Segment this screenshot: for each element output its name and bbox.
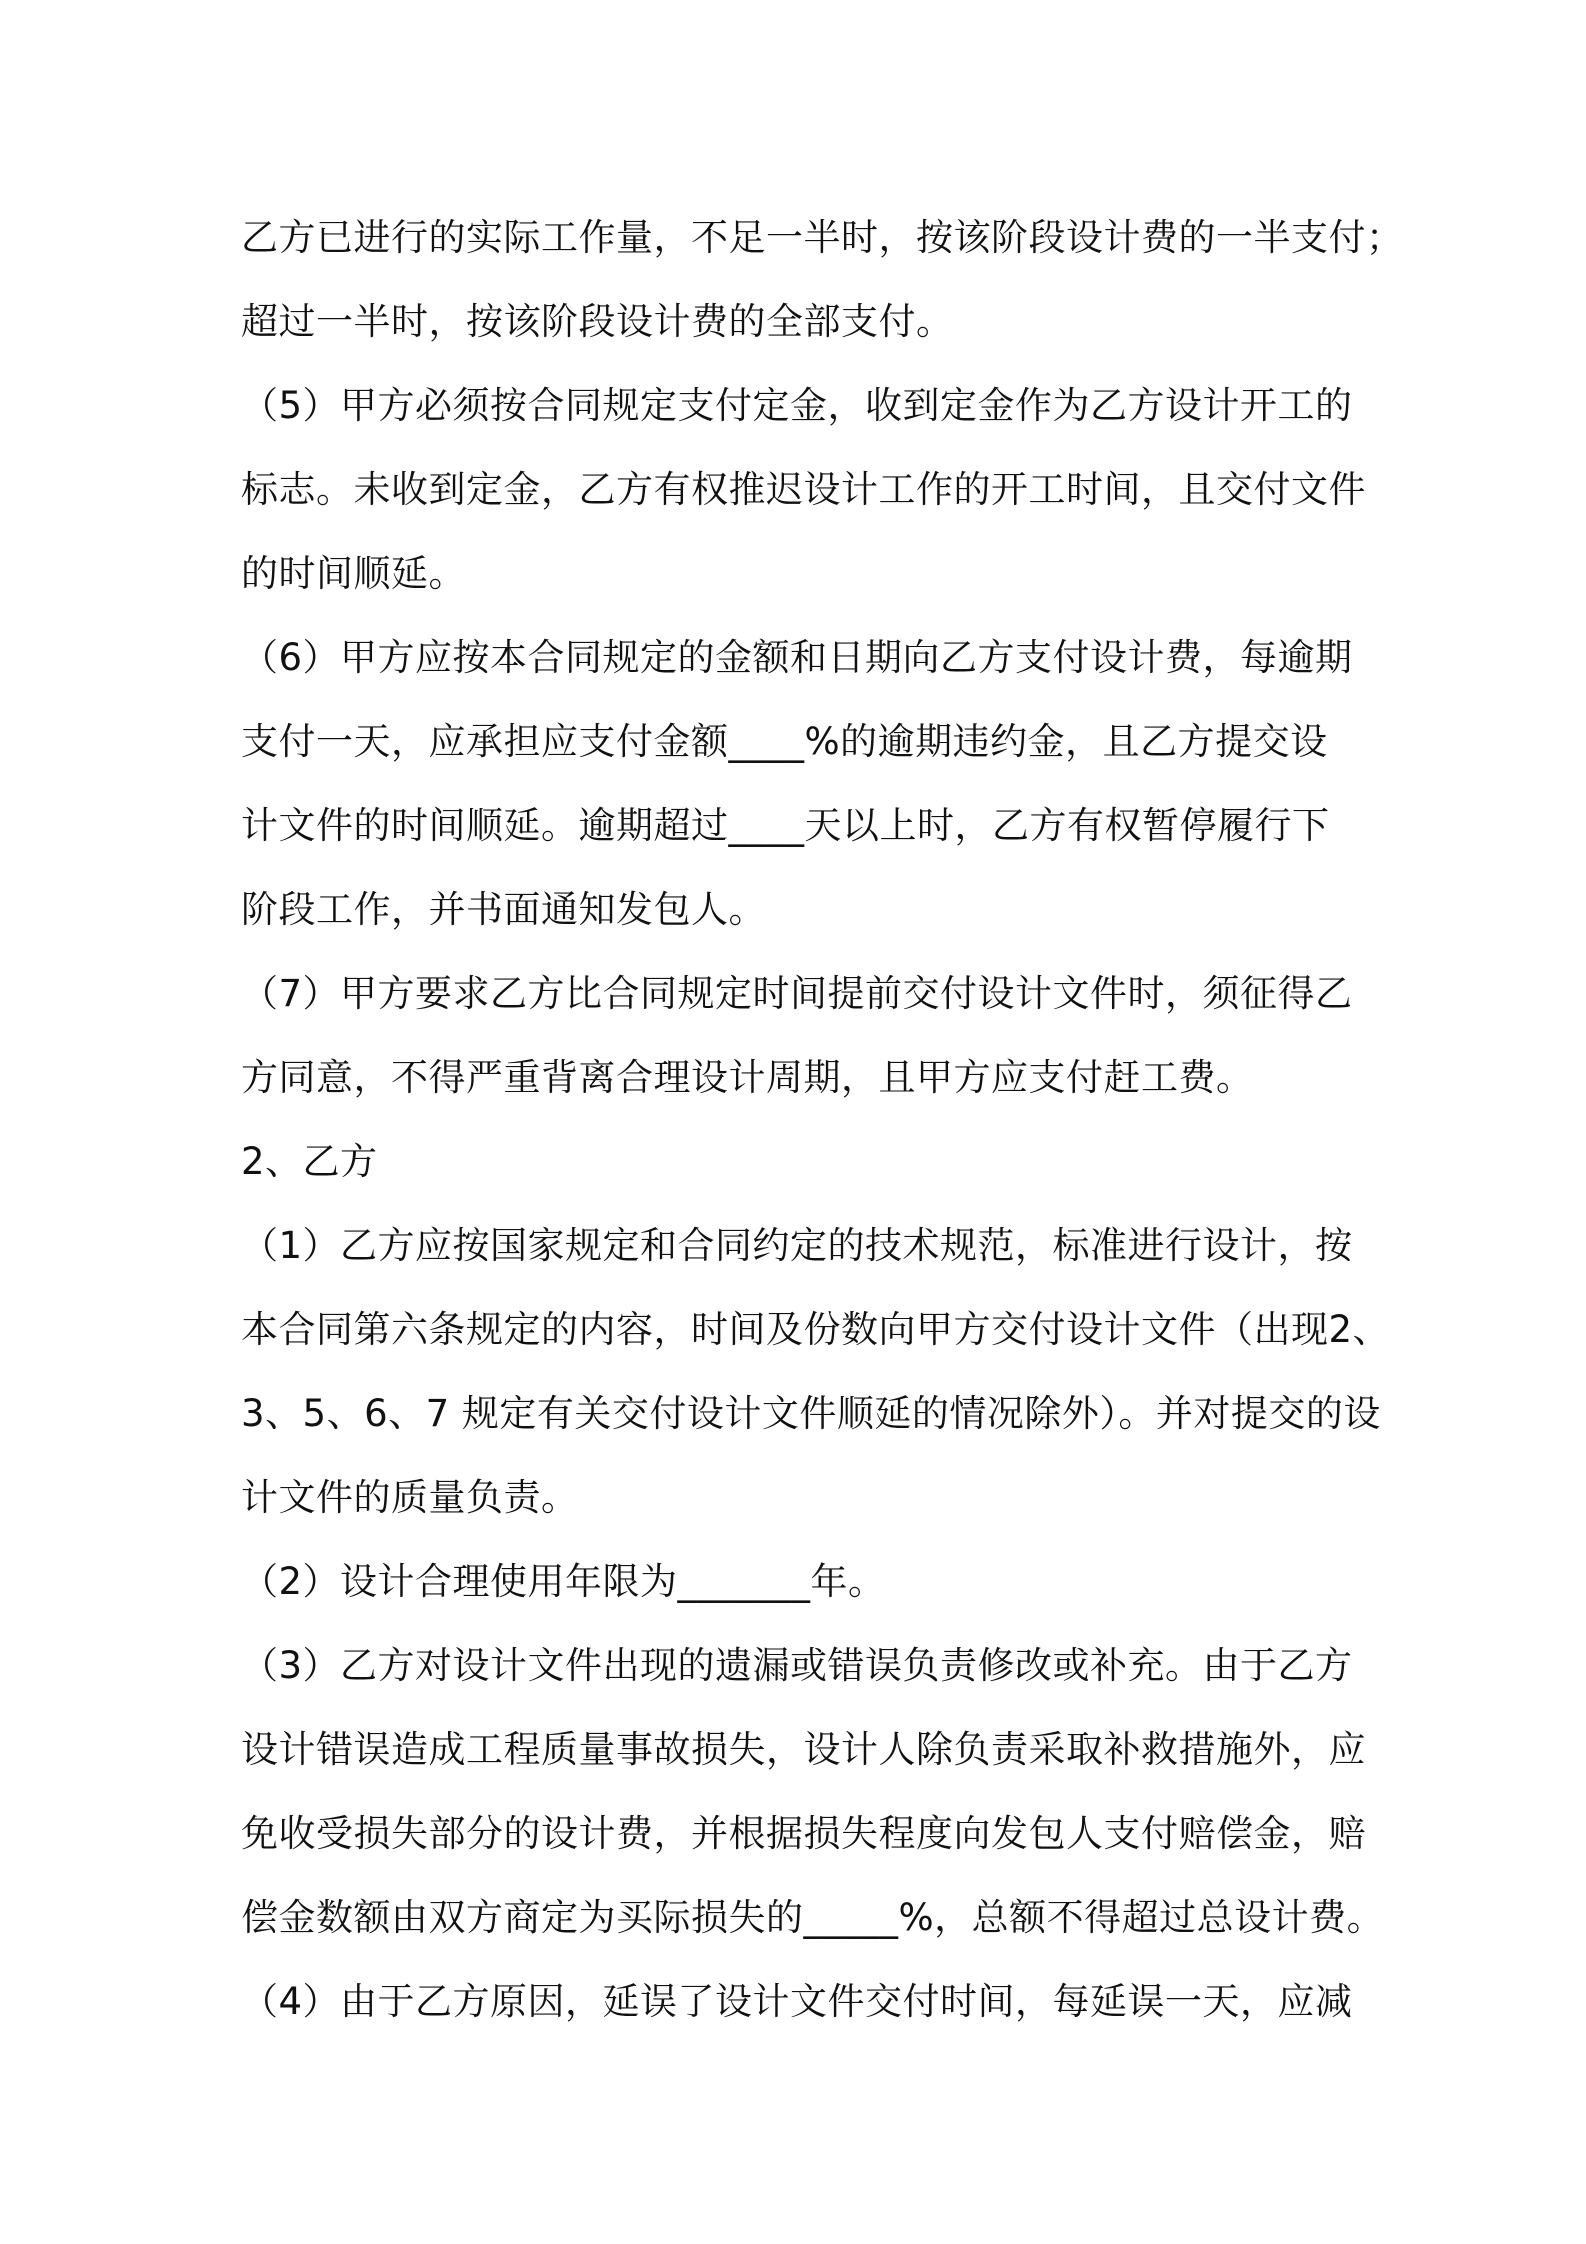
clause-a5-line: （5）甲方必须按合同规定支付定金，收到定金作为乙方设计开工的 (241, 384, 1353, 427)
text-line: 本合同第六条规定的内容，时间及份数向甲方交付设计文件（出现2、 (241, 1308, 1391, 1351)
text-line: 阶段工作，并书面通知发包人。 (241, 888, 766, 931)
clause-b3-line: （3）乙方对设计文件出现的遗漏或错误负责修改或补充。由于乙方 (241, 1644, 1353, 1687)
text-line: 标志。未收到定金，乙方有权推迟设计工作的开工时间，且交付文件 (241, 468, 1366, 511)
text-line: 超过一半时，按该阶段设计费的全部支付。 (241, 300, 954, 343)
text-line: 方同意，不得严重背离合理设计周期，且甲方应支付赶工费。 (241, 1056, 1254, 1099)
text-line: 免收受损失部分的设计费，并根据损失程度向发包人支付赔偿金，赔 (241, 1812, 1366, 1855)
contract-text (241, 196, 1404, 2044)
text-line: 设计错误造成工程质量事故损失，设计人除负责采取补救措施外，应 (241, 1728, 1366, 1771)
text-line: 支付一天，应承担应支付金额____%的逾期违约金，且乙方提交设 (241, 720, 1328, 763)
text-line: 3、5、6、7 规定有关交付设计文件顺延的情况除外）。并对提交的设 (241, 1392, 1381, 1435)
text-line: 计文件的质量负责。 (241, 1476, 579, 1519)
text-line: 计文件的时间顺延。逾期超过____天以上时，乙方有权暂停履行下 (241, 804, 1330, 847)
clause-b2-line: （2）设计合理使用年限为_______年。 (241, 1560, 886, 1603)
clause-a6-line: （6）甲方应按本合同规定的金额和日期向乙方支付设计费，每逾期 (241, 636, 1353, 679)
clause-b4-line: （4）由于乙方原因，延误了设计文件交付时间，每延误一天，应减 (241, 1980, 1353, 2023)
text-line: 乙方已进行的实际工作量，不足一半时，按该阶段设计费的一半支付； (241, 216, 1404, 259)
text-line: 偿金数额由双方商定为买际损失的_____%，总额不得超过总设计费。 (241, 1896, 1385, 1939)
clause-b1-line: （1）乙方应按国家规定和合同约定的技术规范，标准进行设计，按 (241, 1224, 1353, 1267)
section-heading: 2、乙方 (241, 1140, 378, 1183)
text-line: 的时间顺延。 (241, 552, 466, 595)
clause-a7-line: （7）甲方要求乙方比合同规定时间提前交付设计文件时，须征得乙 (241, 972, 1353, 1015)
